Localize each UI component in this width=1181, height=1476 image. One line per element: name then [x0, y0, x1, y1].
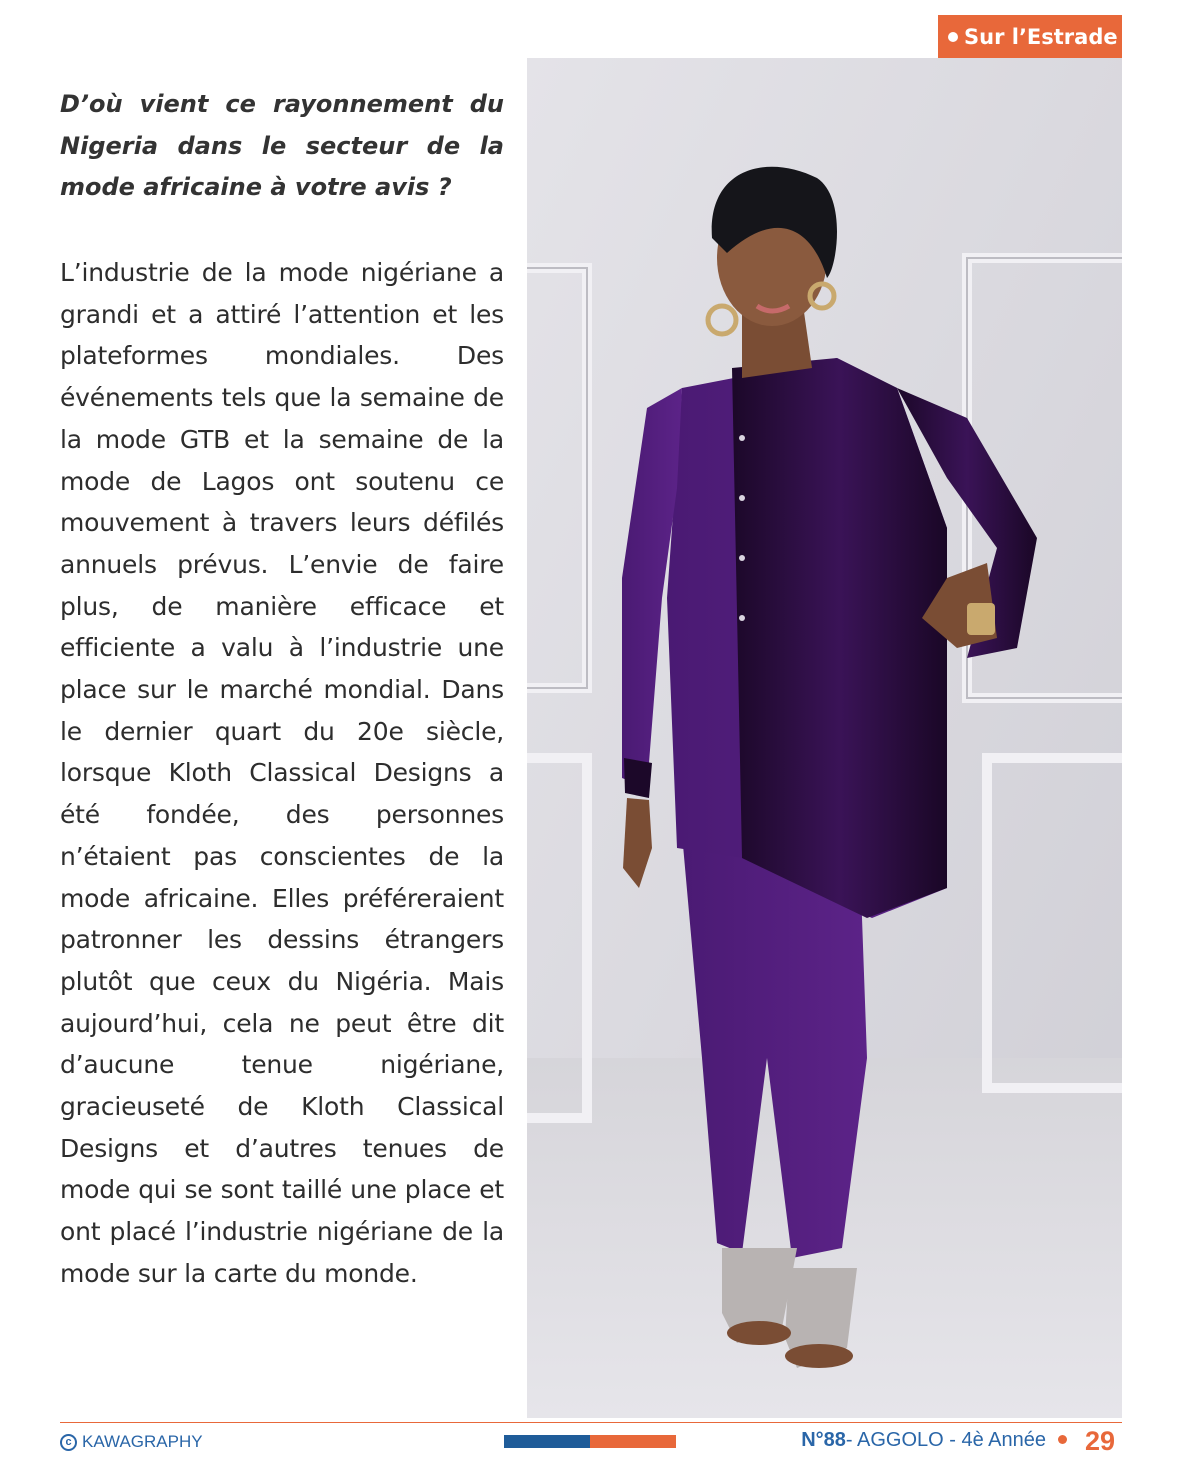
bullet-icon — [1058, 1435, 1067, 1444]
footer-bar-orange — [590, 1435, 676, 1448]
interview-question: D’où vient ce rayonnement du Nigeria dans le secteur de la mode africaine à votre avis ? — [60, 90, 504, 201]
issue-number: N°88 — [801, 1429, 846, 1451]
photo-credit-label: KAWAGRAPHY — [82, 1432, 203, 1451]
interview-answer: L’industrie de la mode nigériane a grandi et a attiré l’attention et les plateformes mondiales. Des événements tels que la semaine de la mode GTB et la semaine de la mode de Lagos ont soutenu ce mouvement à travers leurs défilés annuels prévus. L’envie de faire plus, de manière efficace et efficiente a valu à l’industrie une place sur le marché mondial. Dans le dernier quart du 20e siècle, lorsque Kloth Classical Designs a été fondée, des personnes n’étaient pas conscientes de la mode africaine. Elles préféreraient patronner les dessins étrangers plutôt que ceux du Nigéria. Mais aujourd’hui, cela ne peut être dit d’aucune tenue nigériane, gracieuseté de Kloth Classical Designs et d’autres tenues de mode qui se sont taillé une place et ont placé l’industrie nigériane de la mode sur la carte du monde. — [60, 258, 504, 1288]
section-tag — [938, 15, 1122, 58]
photo-credit — [60, 1432, 203, 1452]
issue-info — [801, 1429, 1111, 1452]
bullet-icon — [948, 32, 958, 42]
section-label: Sur l’Estrade — [964, 24, 1118, 49]
footer-bar-blue — [504, 1435, 590, 1448]
page-number: 29 — [1084, 1426, 1115, 1456]
issue-details: - AGGOLO - 4è Année — [845, 1429, 1046, 1451]
footer-color-bar — [504, 1435, 676, 1448]
copyright-icon: c — [60, 1434, 77, 1451]
model-photo — [527, 58, 1122, 1418]
footer-divider — [60, 1422, 1122, 1423]
